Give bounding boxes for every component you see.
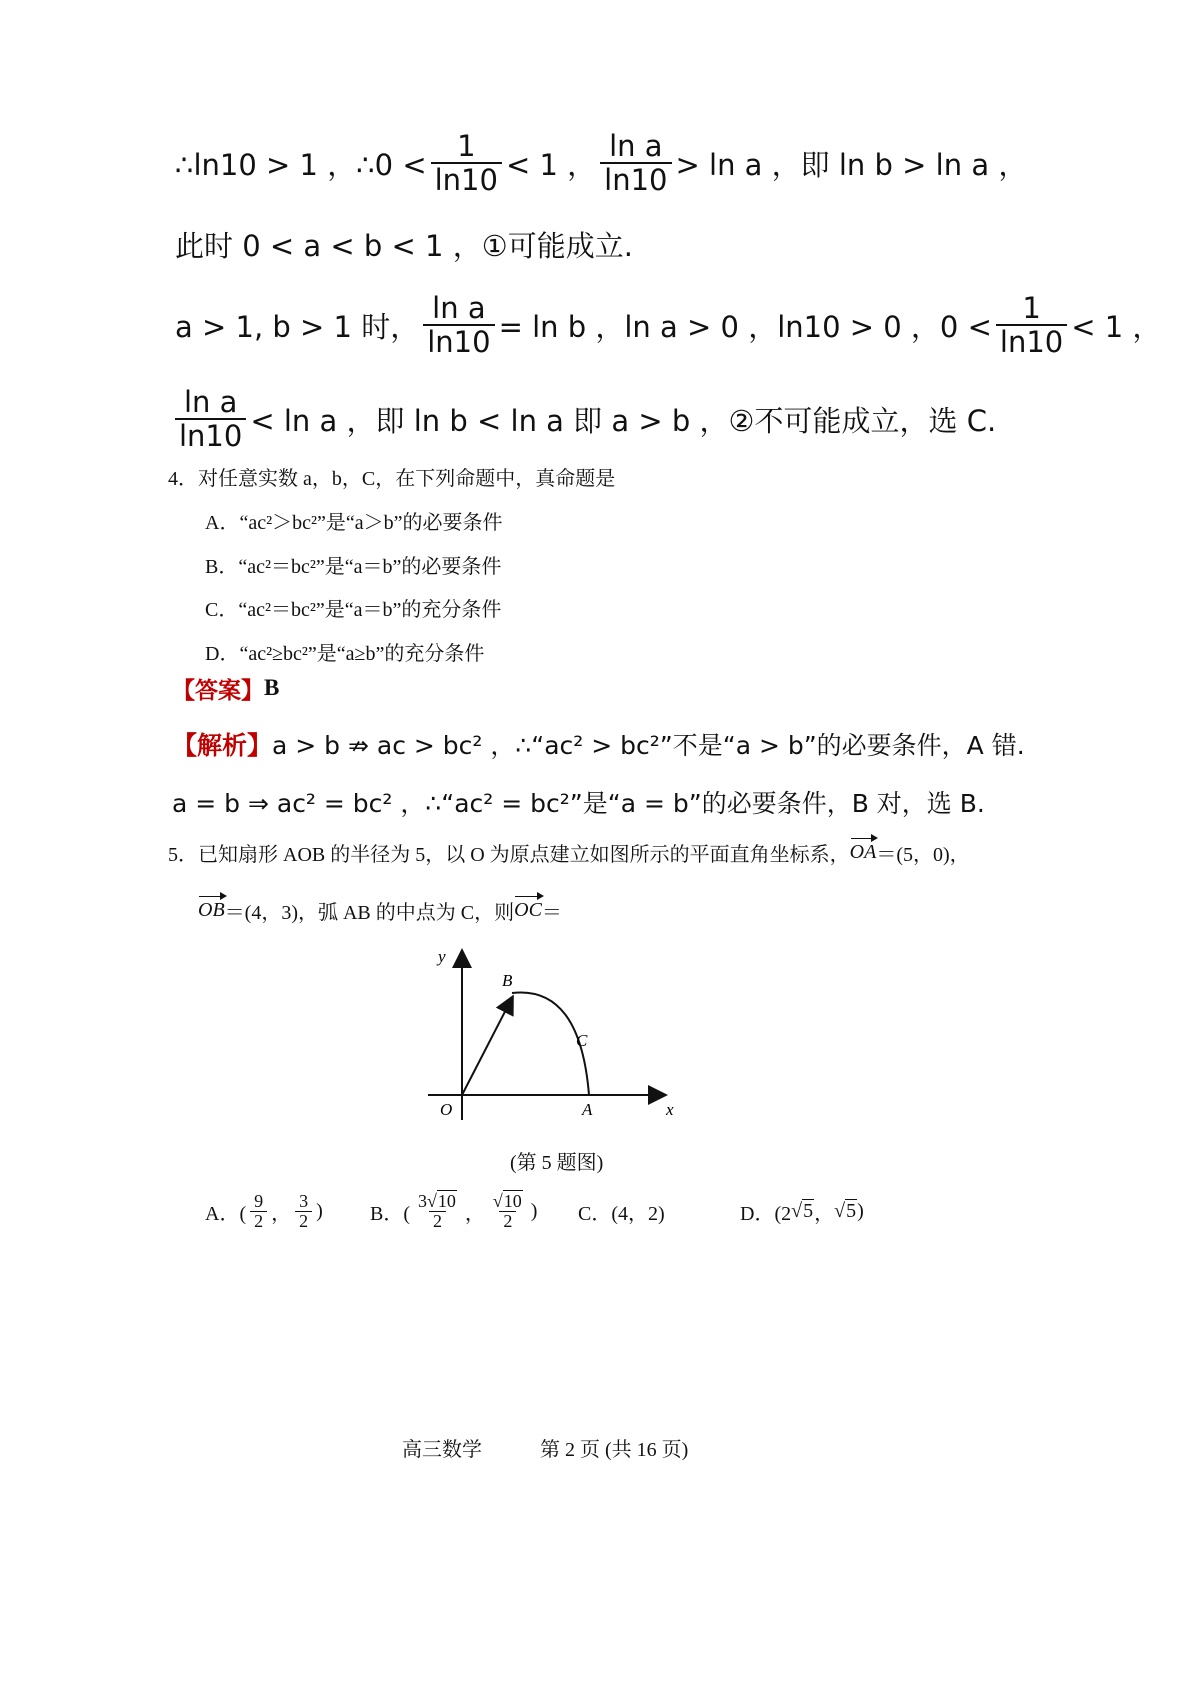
sector-figure xyxy=(420,940,690,1130)
derivation-line-4 xyxy=(175,384,996,454)
analysis-line-2 xyxy=(172,782,985,822)
fraction: $\frac{1}{\ln 10}$ xyxy=(996,292,1067,359)
vector-oc: OC xyxy=(514,898,542,921)
derivation-text: a > 1, b > 1 时， xyxy=(175,309,420,344)
question-5-option-b: B．( $\frac{3√10}{2}$ ， $\frac{√10}{2}$ ) xyxy=(370,1190,538,1231)
fraction: $\frac{\text{ln a}}{\ln 10}$ xyxy=(423,292,494,359)
derivation-text: 此时 0 < a < b < 1 ，①可能成立. xyxy=(175,228,633,263)
analysis-line-1 xyxy=(172,724,1025,764)
page-footer xyxy=(402,1432,688,1462)
question-4-option-a: A．“ac²＞bc²”是“a＞b”的必要条件 xyxy=(205,511,503,534)
question-5-option-c: C．(4，2) xyxy=(578,1202,665,1225)
footer-subject: 高三数学 xyxy=(402,1438,482,1461)
vector-oa: OA xyxy=(849,840,877,863)
origin-label: O xyxy=(440,1100,453,1119)
question-4-option-c: C．“ac²＝bc²”是“a＝b”的充分条件 xyxy=(205,598,502,621)
fraction: $\frac{\text{ln a}}{\ln 10}$ xyxy=(175,386,246,453)
point-a-label: A xyxy=(582,1100,593,1119)
question-5-stem-line-1: 5．已知扇形 AOB 的半径为 5，以 O 为原点建立如图所示的平面直角坐标系， OA ＝(5，0)， xyxy=(168,840,970,866)
derivation-line-2 xyxy=(175,222,633,266)
answer-value: B xyxy=(264,675,280,700)
derivation-text: = ln b ，ln a > 0 ，ln10 > 0 ，0 < xyxy=(498,309,992,344)
derivation-text: < 1 ， xyxy=(505,147,597,182)
analysis-text: a > b ⇏ ac > bc² ，∴“ac² > bc²”不是“a > b”的必要条件，A 错. xyxy=(272,731,1025,760)
derivation-line-3 xyxy=(175,290,1161,360)
derivation-text: < ln a ，即 ln b < ln a 即 a > b ，②不可能成立，选 C. xyxy=(250,403,997,438)
analysis-text: a = b ⇒ ac² = bc² ，∴“ac² = bc²”是“a = b”的必要条件，B 对，选 B. xyxy=(172,789,985,818)
question-5-stem-line-2: OB ＝(4，3)，弧 AB 的中点为 C，则 OC ＝ xyxy=(198,898,562,924)
question-5-option-a: A．( $\frac{9}{2}$ ， $\frac{3}{2}$ ) xyxy=(205,1190,323,1231)
answer-label: 【答案】 xyxy=(172,677,264,704)
question-4-option-b: B．“ac²＝bc²”是“a＝b”的必要条件 xyxy=(205,555,502,578)
fraction: $\frac{1}{\ln 10}$ xyxy=(431,130,502,197)
answer-line xyxy=(172,670,279,706)
point-b-label: B xyxy=(502,971,513,990)
analysis-label: 【解析】 xyxy=(172,731,273,760)
question-4-stem: 4．对任意实数 a，b，C，在下列命题中，真命题是 xyxy=(168,467,616,490)
vector-ob: OB xyxy=(198,898,225,921)
x-axis-label: x xyxy=(666,1100,674,1119)
question-5-option-d: D．(2 √ 5 ， √ 5 ) xyxy=(740,1199,864,1225)
figure-caption: (第 5 题图) xyxy=(510,1151,604,1174)
derivation-text: < 1 ， xyxy=(1071,309,1162,344)
question-4-option-d: D．“ac²≥bc²”是“a≥b”的充分条件 xyxy=(205,642,485,665)
derivation-text: ∴ln10 > 1 ，∴0 < xyxy=(175,147,427,182)
fraction: $\frac{\text{ln a}}{\ln 10}$ xyxy=(600,130,671,197)
y-axis-label: y xyxy=(438,947,446,966)
derivation-line-1 xyxy=(175,128,1027,198)
footer-page-number: 第 2 页 (共 16 页) xyxy=(540,1438,689,1461)
point-c-label: C xyxy=(576,1031,588,1050)
vector-ob-arrow xyxy=(462,998,512,1095)
derivation-text: > ln a ，即 ln b > ln a ， xyxy=(675,147,1028,182)
